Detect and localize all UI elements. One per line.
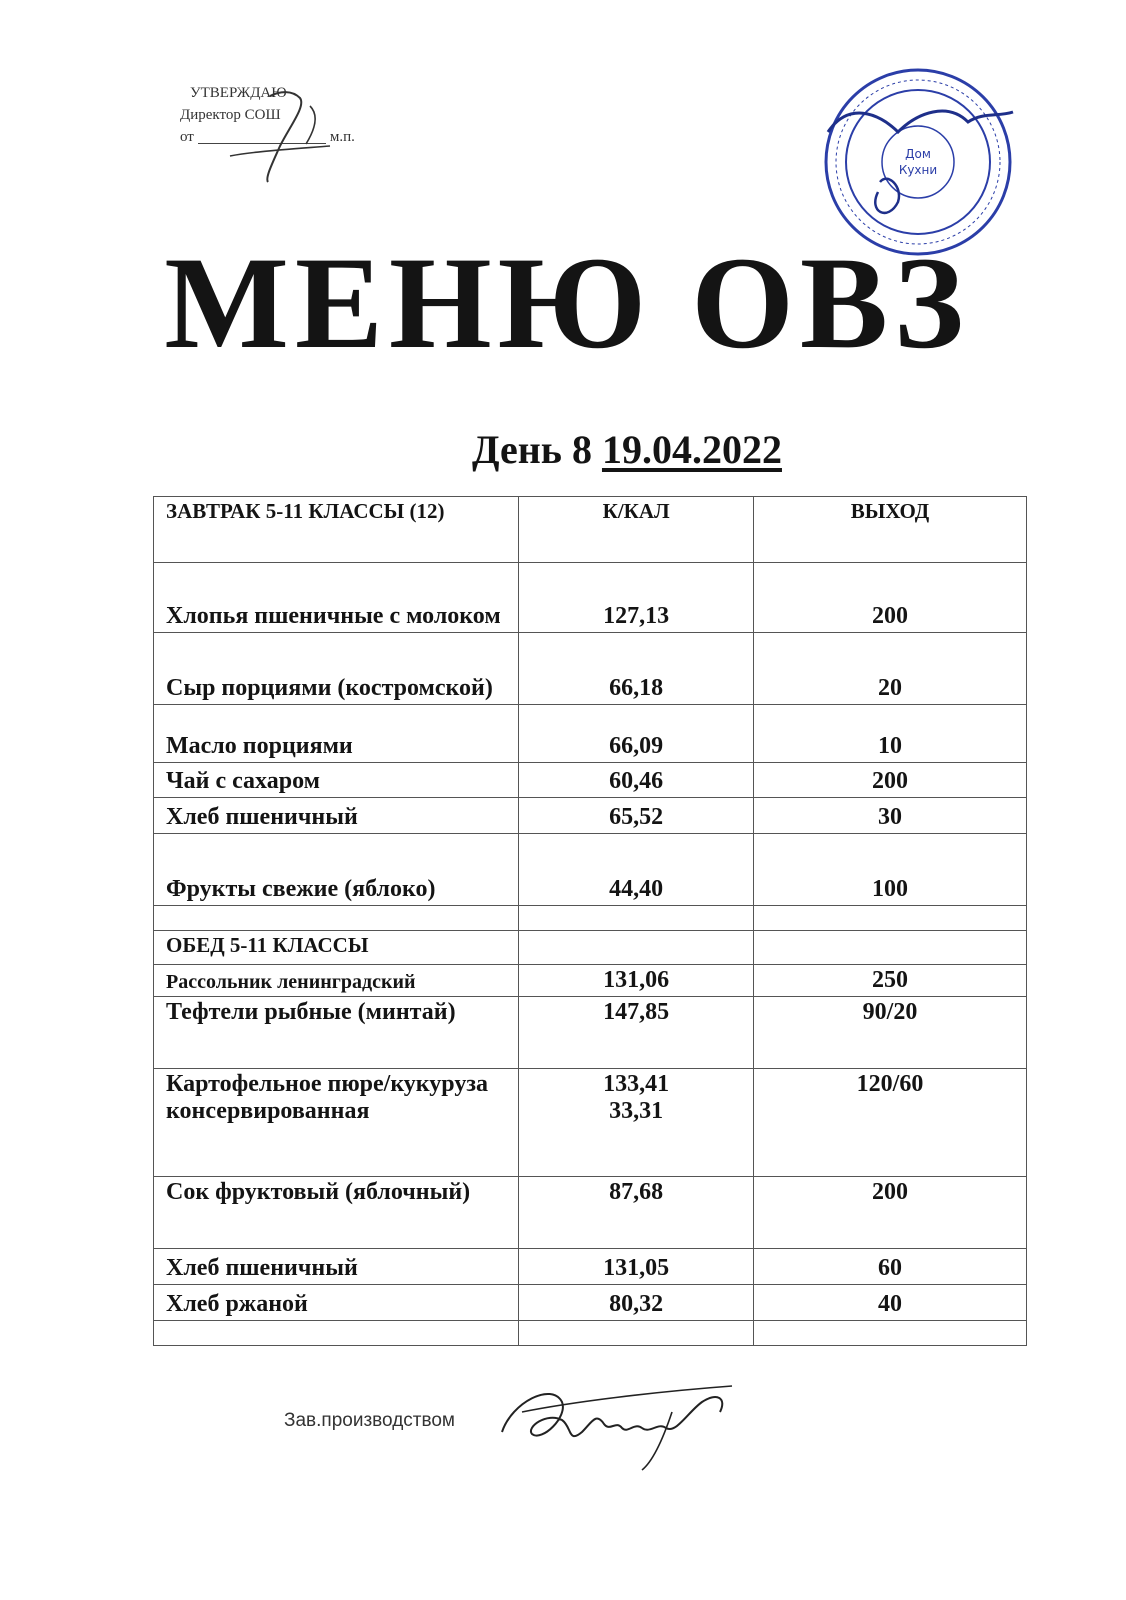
dish-output: 40 <box>754 1285 1027 1321</box>
dish-name: Сок фруктовый (яблочный) <box>154 1177 519 1249</box>
dish-kcal: 127,13 <box>519 563 754 633</box>
table-spacer-row <box>154 906 1027 931</box>
dish-name: Рассольник ленинградский <box>154 965 519 997</box>
dish-output: 200 <box>754 763 1027 798</box>
dish-kcal: 87,68 <box>519 1177 754 1249</box>
table-row <box>154 997 1027 1069</box>
dish-kcal-second: 33,31 <box>609 1098 664 1124</box>
dish-kcal: 44,40 <box>519 834 754 906</box>
dish-kcal: 80,32 <box>519 1285 754 1321</box>
table-row <box>154 1285 1027 1321</box>
table-row <box>154 798 1027 834</box>
header-breakfast-label: ЗАВТРАК 5-11 КЛАССЫ (12) <box>154 497 519 563</box>
table-row <box>154 965 1027 997</box>
dish-output: 200 <box>754 563 1027 633</box>
dish-output: 10 <box>754 705 1027 763</box>
production-manager-label: Зав.производством <box>284 1410 455 1431</box>
table-row <box>154 1249 1027 1285</box>
lunch-header-row <box>154 931 1027 965</box>
dish-kcal: 65,52 <box>519 798 754 834</box>
table-row <box>154 1177 1027 1249</box>
dish-name: Сыр порциями (костромской) <box>154 633 519 705</box>
dish-kcal: 131,06 <box>519 965 754 997</box>
table-spacer-row <box>154 1321 1027 1346</box>
day-label: День 8 <box>472 427 592 472</box>
table-row <box>154 763 1027 798</box>
table-row <box>154 834 1027 906</box>
dish-output: 60 <box>754 1249 1027 1285</box>
director-signature-image <box>210 86 350 186</box>
dish-kcal: 133,41 <box>603 1071 670 1097</box>
approval-from: от <box>180 129 194 145</box>
dish-output: 120/60 <box>754 1069 1027 1177</box>
dish-name: Тефтели рыбные (минтай) <box>154 997 519 1069</box>
dish-name: Хлеб ржаной <box>154 1285 519 1321</box>
table-row <box>154 633 1027 705</box>
dish-output: 90/20 <box>754 997 1027 1069</box>
dish-kcal: 147,85 <box>519 997 754 1069</box>
dish-output: 30 <box>754 798 1027 834</box>
svg-text:Кухни: Кухни <box>898 163 938 177</box>
dish-name: Масло порциями <box>154 705 519 763</box>
dish-kcal: 66,09 <box>519 705 754 763</box>
day-line <box>472 426 782 473</box>
header-output: ВЫХОД <box>754 497 1027 563</box>
dish-output: 200 <box>754 1177 1027 1249</box>
dish-output: 100 <box>754 834 1027 906</box>
dish-name: Хлопья пшеничные с молоком <box>154 563 519 633</box>
dish-output: 250 <box>754 965 1027 997</box>
dish-name: Картофельное пюре/кукуруза консервированная <box>154 1069 519 1177</box>
svg-text:Дом: Дом <box>905 147 931 161</box>
dish-kcal: 66,18 <box>519 633 754 705</box>
approval-position: Директор СОШ <box>180 107 281 123</box>
dish-kcal: 131,05 <box>519 1249 754 1285</box>
dish-output: 20 <box>754 633 1027 705</box>
table-row <box>154 705 1027 763</box>
table-row <box>154 563 1027 633</box>
dish-kcal: 60,46 <box>519 763 754 798</box>
approval-seal-label: м.п. <box>329 129 355 145</box>
dish-name: Хлеб пшеничный <box>154 798 519 834</box>
approval-title: УТВЕРЖДАЮ <box>190 85 287 101</box>
menu-date: 19.04.2022 <box>601 427 782 472</box>
dish-name: Хлеб пшеничный <box>154 1249 519 1285</box>
header-kcal: К/КАЛ <box>519 497 754 563</box>
dish-kcal-cell <box>519 1069 754 1177</box>
lunch-header-label: ОБЕД 5-11 КЛАССЫ <box>154 931 519 965</box>
dish-name: Фрукты свежие (яблоко) <box>154 834 519 906</box>
table-header-row <box>154 497 1027 563</box>
production-manager-signature <box>492 1372 742 1472</box>
table-row <box>154 1069 1027 1177</box>
dish-name: Чай с сахаром <box>154 763 519 798</box>
menu-title: МЕНЮ ОВЗ <box>164 229 970 376</box>
menu-table <box>153 496 1027 1346</box>
